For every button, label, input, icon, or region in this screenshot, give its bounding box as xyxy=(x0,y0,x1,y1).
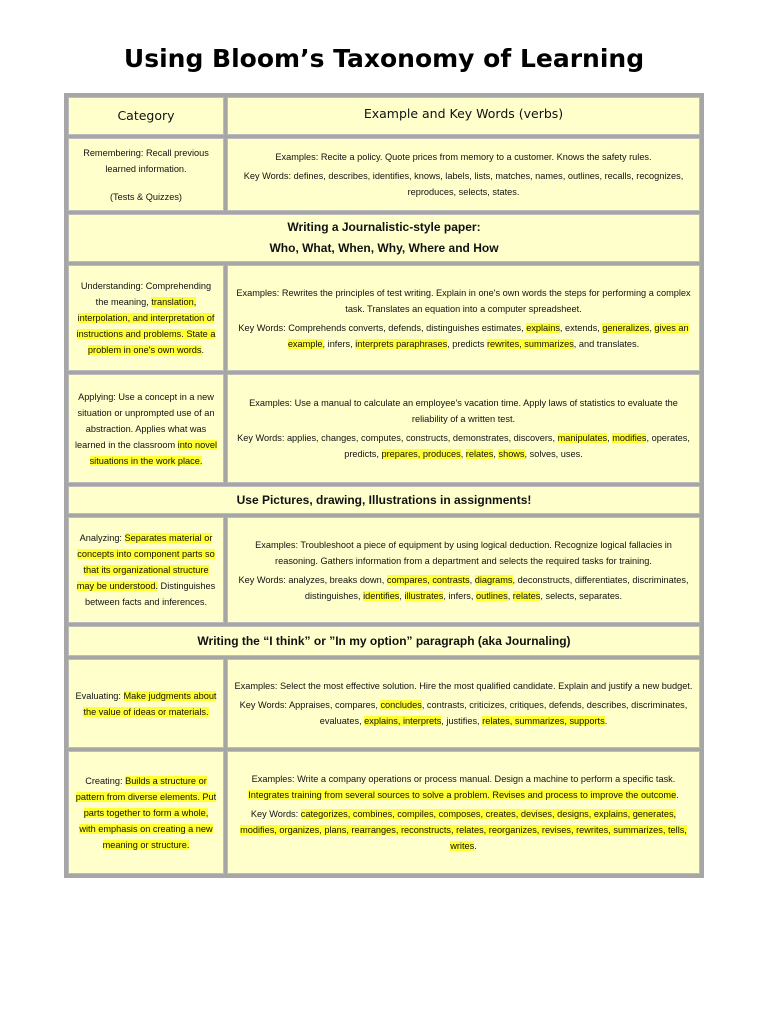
text-run: Key Words: analyzes, breaks down, xyxy=(238,574,387,585)
highlighted-text: compares, contrasts xyxy=(386,574,470,585)
header-examples: Example and Key Words (verbs) xyxy=(227,97,700,135)
band-pictures-line1: Use Pictures, drawing, Illustrations in assignments! xyxy=(236,492,532,507)
page-title: Using Bloom’s Taxonomy of Learning xyxy=(123,44,645,73)
text-run: Understanding: Comprehending the meaning, xyxy=(80,281,212,307)
examples-evaluating-paragraph xyxy=(234,697,693,729)
category-evaluating xyxy=(68,659,224,748)
highlighted-text: Integrates training from several sources to solve a problem. Revises and process to improve the outcome xyxy=(248,790,677,800)
examples-creating-paragraph xyxy=(234,771,693,803)
highlighted-text: Separates material or concepts into component parts so that its organizational structure may be understood. xyxy=(76,533,215,591)
highlighted-text: Builds a structure or pattern from diverse elements. Put parts together to form a whole, with emphasis on creating a new meaning or structure. xyxy=(75,775,217,850)
examples-creating xyxy=(227,751,700,874)
highlighted-text: prepares, produces xyxy=(381,449,461,459)
text-run: Distinguishes between facts and inferences. xyxy=(84,581,216,607)
text-run: , xyxy=(469,574,475,585)
category-analyzing xyxy=(68,517,224,623)
category-analyzing-paragraph xyxy=(75,530,217,610)
category-understanding-paragraph xyxy=(75,278,217,358)
examples-remembering-paragraph xyxy=(234,168,693,200)
text-run: Key Words: defines, describes, identifies, knows, labels, lists, matches, names, outlines, recalls, recognizes, reproduces, selects, states. xyxy=(243,171,684,197)
highlighted-text: explains, interprets xyxy=(364,716,442,726)
highlighted-text: modifies xyxy=(612,433,647,443)
highlighted-text: Make judgments about the value of ideas or materials. xyxy=(83,690,217,717)
highlighted-text: rewrites, summarizes xyxy=(487,338,574,349)
text-run: Evaluating: xyxy=(75,690,124,701)
highlighted-text: translation, interpolation, and interpretation of instructions and problems. State a problem in one's own words xyxy=(76,297,216,355)
text-run: Examples: Use a manual to calculate an employee's vacation time. Apply laws of statistics to evaluate the reliability of a written test. xyxy=(249,398,678,424)
text-run: Examples: Recite a policy. Quote prices from memory to a customer. Knows the safety rules. xyxy=(275,152,652,162)
highlighted-text: outlines xyxy=(476,590,508,601)
text-run: , deconstructs, differentiates, discriminates, distinguishes, xyxy=(304,574,689,601)
text-run: , infers, xyxy=(322,338,356,349)
highlighted-text: explains xyxy=(526,322,560,333)
text-run: Key Words: Appraises, compares, xyxy=(239,700,381,710)
highlighted-text: into novel situations in the work place. xyxy=(89,439,217,466)
examples-analyzing-paragraph xyxy=(234,537,693,569)
examples-understanding xyxy=(227,265,700,371)
text-run: , xyxy=(460,449,466,459)
text-run: , extends, xyxy=(559,322,603,333)
text-run: , operates, predicts, xyxy=(344,433,690,459)
band-journalistic-line2: Who, What, When, Why, Where and How xyxy=(269,241,499,255)
text-run: , xyxy=(649,322,655,333)
text-run: , xyxy=(493,449,499,459)
text-run: Examples: Write a company operations or process manual. Design a machine to perform a specific task. xyxy=(251,774,676,784)
category-creating xyxy=(68,751,224,874)
category-applying-paragraph xyxy=(75,389,217,469)
examples-evaluating xyxy=(227,659,700,748)
highlighted-text: identifies xyxy=(363,590,400,601)
category-understanding xyxy=(68,265,224,371)
text-run: , xyxy=(607,433,613,443)
text-run: , solves, uses. xyxy=(524,449,583,459)
band-pictures xyxy=(68,486,700,514)
text-run: Applying: Use a concept in a new situation or unprompted use of an abstraction. Applies what was learned in the classroom xyxy=(75,391,215,450)
highlighted-text: relates xyxy=(512,590,541,601)
text-run: , xyxy=(507,590,513,601)
text-run: , selects, separates. xyxy=(540,590,623,601)
category-remembering-paragraph xyxy=(110,189,182,205)
text-run: . xyxy=(604,716,608,726)
highlighted-text: manipulates xyxy=(557,433,608,443)
highlighted-text: relates, summarizes, supports xyxy=(482,716,605,726)
text-run: . xyxy=(676,790,679,800)
text-run: Key Words: applies, changes, computes, constructs, demonstrates, discovers, xyxy=(237,433,558,443)
category-evaluating-paragraph xyxy=(75,688,217,720)
examples-applying-paragraph xyxy=(234,395,693,427)
category-creating-paragraph xyxy=(75,773,217,853)
text-run: Key Words: xyxy=(250,809,301,819)
text-run: , and translates. xyxy=(573,338,640,349)
category-applying xyxy=(68,374,224,483)
text-run: Creating: xyxy=(85,775,126,786)
text-run: , predicts xyxy=(447,338,487,349)
examples-creating-paragraph xyxy=(234,806,693,854)
examples-understanding-paragraph xyxy=(234,320,693,352)
text-run: Examples: Troubleshoot a piece of equipment by using logical deduction. Recognize logical fallacies in reasoning. Gathers information from a department and selects the required tasks for training. xyxy=(255,539,672,566)
band-journalistic-line1: Writing a Journalistic-style paper: xyxy=(287,220,481,234)
examples-remembering-paragraph xyxy=(275,149,651,165)
text-run: Key Words: Comprehends converts, defends, distinguishes estimates, xyxy=(238,322,527,333)
examples-remembering xyxy=(227,138,700,211)
text-run: , contrasts, criticizes, critiques, defends, describes, discriminates, evaluates, xyxy=(319,700,688,726)
band-journalistic xyxy=(68,214,700,262)
taxonomy-table xyxy=(64,93,704,878)
examples-applying xyxy=(227,374,700,483)
text-run: (Tests & Quizzes) xyxy=(110,191,182,202)
category-remembering-paragraph xyxy=(75,145,217,177)
text-run: . xyxy=(474,841,477,851)
text-run: Remembering: Recall previous learned information. xyxy=(83,147,209,174)
examples-analyzing-paragraph xyxy=(234,572,693,604)
highlighted-text: shows xyxy=(498,449,525,459)
examples-applying-paragraph xyxy=(234,430,693,462)
highlighted-text: concludes xyxy=(380,700,422,710)
text-run: , justifies, xyxy=(441,716,483,726)
examples-evaluating-paragraph xyxy=(235,678,693,694)
highlighted-text: categorizes, combines, compiles, composes, creates, devises, designs, explains, generates, modifies, organizes, plans, rearranges, reconstructs, relates, reorganizes, revises, rewrites, summarizes, tells, writes xyxy=(240,809,687,851)
examples-analyzing xyxy=(227,517,700,623)
text-run: Analyzing: xyxy=(79,533,125,543)
text-run: . xyxy=(201,345,205,355)
text-run: , xyxy=(399,590,405,601)
examples-understanding-paragraph xyxy=(234,285,693,317)
band-journaling xyxy=(68,626,700,656)
highlighted-text: diagrams xyxy=(474,574,513,585)
band-journaling-line1: Writing the “I think” or ”In my option” paragraph (aka Journaling) xyxy=(197,633,571,648)
text-run: Examples: Rewrites the principles of test writing. Explain in one's own words the steps for performing a complex task. Translates an equation into a computer spreadsheet. xyxy=(236,287,691,314)
highlighted-text: illustrates xyxy=(404,590,444,601)
highlighted-text: interprets paraphrases xyxy=(355,338,448,349)
text-run: , infers, xyxy=(443,590,477,601)
header-category: Category xyxy=(68,97,224,135)
highlighted-text: relates xyxy=(465,449,494,459)
category-remembering xyxy=(68,138,224,211)
text-run: Examples: Select the most effective solution. Hire the most qualified candidate. Explain and justify a new budget. xyxy=(234,681,693,691)
highlighted-text: gives an example xyxy=(287,322,689,349)
highlighted-text: generalizes xyxy=(602,322,650,333)
